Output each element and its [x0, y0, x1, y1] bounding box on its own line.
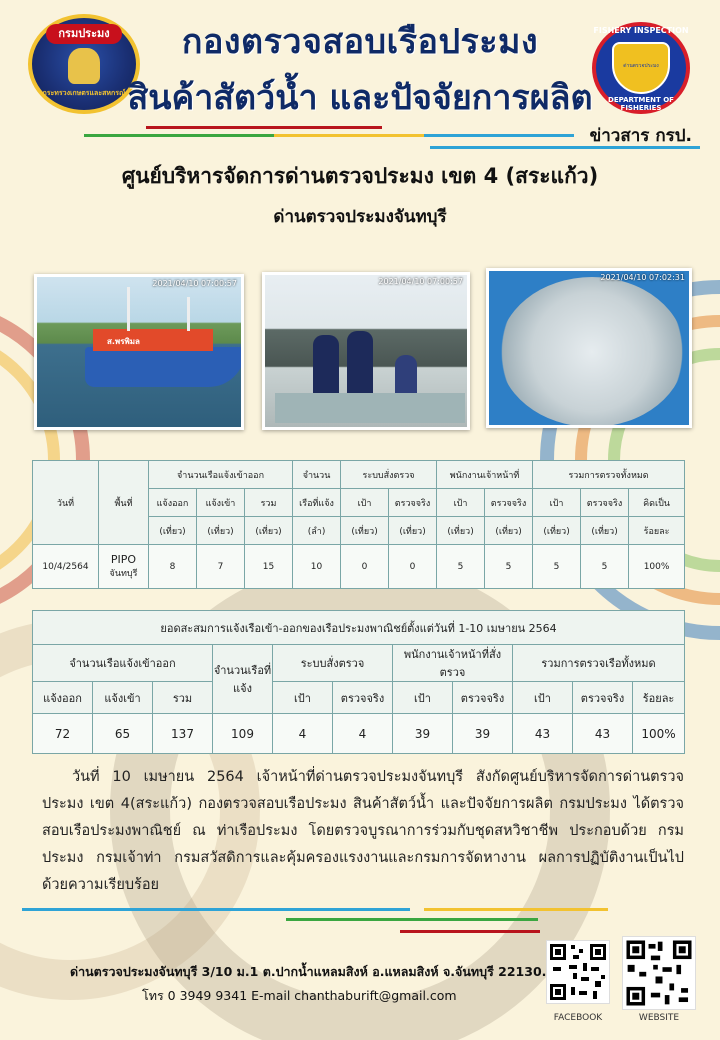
footer-divider-yellow [424, 908, 608, 911]
page-title-line2: สินค้าสัตว์น้ำ และปัจจัยการผลิต [127, 78, 593, 118]
cumulative-title: ยอดสะสมการแจ้งเรือเข้า-ออกของเรือประมงพาณิชย์ตั้งแต่วันที่ 1-10 เมษายน 2564 [33, 611, 685, 645]
qr-code-icon [547, 941, 609, 1003]
fishing-boat-photo [34, 274, 244, 430]
boat-hull [85, 347, 244, 387]
header-total: รวมการตรวจเรือทั้งหมด [513, 645, 685, 682]
cell-sys-target: 0 [341, 545, 389, 589]
photo-timestamp: 2021/04/10 07:00:57 [378, 277, 463, 286]
cell-staff-actual: 5 [485, 545, 533, 589]
unit-trip: (เที่ยว) [341, 517, 389, 545]
header-notify-group: จำนวนเรือแจ้งเข้าออก [149, 461, 293, 489]
cell-total-target: 5 [533, 545, 581, 589]
unit-trip: (เที่ยว) [245, 517, 293, 545]
cell-boats: 109 [213, 714, 273, 754]
cell-sys-actual: 4 [333, 714, 393, 754]
checkpoint-name: ด่านตรวจประมงจันทบุรี [273, 207, 447, 227]
sub-boats-notify: เรือที่แจ้ง [293, 489, 341, 517]
sub-total-target: เป้า [533, 489, 581, 517]
photo-timestamp: 2021/04/10 07:02:31 [600, 273, 685, 282]
officer-figure [395, 355, 417, 395]
header-count: จำนวน [293, 461, 341, 489]
facebook-qr-label: FACEBOOK [553, 1013, 603, 1023]
cell-staff-target: 39 [393, 714, 453, 754]
sub-total-target: เป้า [513, 682, 573, 714]
cell-sys-target: 4 [273, 714, 333, 754]
header-notify-group: จำนวนเรือแจ้งเข้าออก [33, 645, 213, 682]
unit-boat: (ลำ) [293, 517, 341, 545]
footer-divider-blue [22, 908, 410, 911]
sub-total-actual: ตรวจจริง [573, 682, 633, 714]
sub-staff-target: เป้า [393, 682, 453, 714]
sub-sys-actual: ตรวจจริง [333, 682, 393, 714]
inspection-officers-photo [262, 272, 470, 430]
report-paragraph: วันที่ 10 เมษายน 2564 เจ้าหน้าที่ด่านตรวจประมงจันทบุรี สังกัดศูนย์บริหารจัดการด่านตรวจประมง เขต 4(สระแก้ว) กองตรวจสอบเรือประมง สินค้าสัตว์น้ำ และปัจจัยการผลิต กรมประมง ได้ตรวจสอบเรือประมงพาณิชย์ ณ ท่าเรือประมง โดยตรวจบูรณาการร่วมกับชุดสหวิชาชีพ ประกอบด้วย กรมประมง กรมเจ้าท่า กรมสวัสดิการและคุ้มครองแรงงานและกรมการจัดหางาน ผลการปฏิบัติงานเป็นไปด้วยความเรียบร้อย [42, 769, 684, 893]
table-row [33, 714, 685, 754]
header-date: วันที่ [33, 461, 99, 545]
cell-sys-actual: 0 [389, 545, 437, 589]
footer-address: ด่านตรวจประมงจันทบุรี 3/10 ม.1 ต.ปากน้ำแหลมสิงห์ อ.แหลมสิงห์ จ.จันทบุรี 22130. [70, 964, 547, 979]
unit-trip: (เที่ยว) [149, 517, 197, 545]
header-boats: จำนวนเรือที่แจ้ง [213, 645, 273, 714]
facebook-qr-code[interactable] [546, 940, 610, 1004]
news-label: ข่าวสาร กรป. [589, 126, 692, 146]
sub-percent: ร้อยละ [633, 682, 685, 714]
boat-label: ส.พรพิมล [107, 337, 140, 346]
divider-red [146, 126, 382, 129]
unit-trip: (เที่ยว) [533, 517, 581, 545]
cell-area-line1: PIPO [110, 553, 137, 566]
divider-green [84, 134, 274, 137]
sub-sum: รวม [245, 489, 293, 517]
sub-staff-target: เป้า [437, 489, 485, 517]
cumulative-inspection-table [32, 610, 684, 746]
cell-date: 10/4/2564 [33, 545, 99, 589]
sub-sys-target: เป้า [341, 489, 389, 517]
cell-out: 8 [149, 545, 197, 589]
cell-total-actual: 5 [581, 545, 629, 589]
daily-inspection-table [32, 460, 684, 588]
sub-in: แจ้งเข้า [93, 682, 153, 714]
fish-basket [499, 277, 685, 427]
fish-catch-photo [486, 268, 692, 428]
unit-trip: (เที่ยว) [581, 517, 629, 545]
header-staff: พนักงานเจ้าหน้าที่สั่งตรวจ [393, 645, 513, 682]
cell-sum: 15 [245, 545, 293, 589]
cell-in: 65 [93, 714, 153, 754]
cell-area [99, 545, 149, 589]
logo-right-bottom-text: DEPARTMENT OF FISHERIES [608, 96, 674, 112]
sub-staff-actual: ตรวจจริง [453, 682, 513, 714]
logo-right-top-text: FISHERY INSPECTION [593, 26, 689, 35]
sub-out: แจ้งออก [149, 489, 197, 517]
header-total: รวมการตรวจทั้งหมด [533, 461, 685, 489]
cell-sum: 137 [153, 714, 213, 754]
sub-sys-actual: ตรวจจริง [389, 489, 437, 517]
unit-trip: (เที่ยว) [389, 517, 437, 545]
photo-timestamp: 2021/04/10 07:00:57 [152, 279, 237, 288]
header-staff: พนักงานเจ้าหน้าที่ [437, 461, 533, 489]
footer-divider-red [400, 930, 540, 933]
logo-right-mid-text: ด่านตรวจประมง [623, 63, 659, 69]
cell-percent: 100% [633, 714, 685, 754]
page-title-line1: กองตรวจสอบเรือประมง [181, 22, 539, 62]
sub-out: แจ้งออก [33, 682, 93, 714]
cell-out: 72 [33, 714, 93, 754]
cell-in: 7 [197, 545, 245, 589]
sub-sum: รวม [153, 682, 213, 714]
divider-blue [424, 134, 574, 137]
footer-divider-green [286, 918, 538, 921]
cell-total-target: 43 [513, 714, 573, 754]
unit-trip: (เที่ยว) [437, 517, 485, 545]
header-system: ระบบสั่งตรวจ [273, 645, 393, 682]
cell-area-line2: จันทบุรี [109, 569, 138, 579]
cell-boats: 10 [293, 545, 341, 589]
divider-yellow [274, 134, 424, 137]
center-name: ศูนย์บริหารจัดการด่านตรวจประมง เขต 4 (สระแก้ว) [121, 164, 599, 188]
cell-staff-target: 5 [437, 545, 485, 589]
divider-blue-right [430, 146, 700, 149]
sub-staff-actual: ตรวจจริง [485, 489, 533, 517]
cell-percent: 100% [629, 545, 685, 589]
sub-sys-target: เป้า [273, 682, 333, 714]
unit-trip: (เที่ยว) [485, 517, 533, 545]
header-area: พื้นที่ [99, 461, 149, 545]
qr-code-icon [623, 937, 695, 1009]
logo-left-bottom-text: กระทรวงเกษตรและสหกรณ์ [42, 89, 126, 97]
unit-percent: ร้อยละ [629, 517, 685, 545]
website-qr-label: WEBSITE [638, 1013, 680, 1023]
logo-left-top-text: กรมประมง [46, 24, 122, 44]
cell-staff-actual: 39 [453, 714, 513, 754]
sub-in: แจ้งเข้า [197, 489, 245, 517]
sub-percent-label: คิดเป็น [629, 489, 685, 517]
unit-trip: (เที่ยว) [197, 517, 245, 545]
website-qr-code[interactable] [622, 936, 696, 1010]
footer-contact: โทร 0 3949 9341 E-mail chanthaburift@gmail.com [142, 988, 457, 1003]
cell-total-actual: 43 [573, 714, 633, 754]
sub-total-actual: ตรวจจริง [581, 489, 629, 517]
header-system: ระบบสั่งตรวจ [341, 461, 437, 489]
table-row [33, 545, 685, 589]
